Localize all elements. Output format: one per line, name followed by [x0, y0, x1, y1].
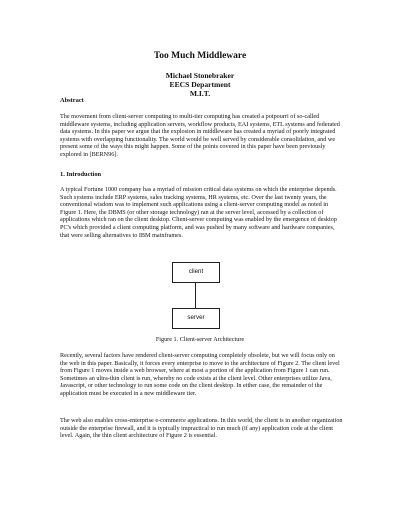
server-box: server [172, 308, 220, 329]
intro-paragraph-3: The web also enables cross-enterprise e-commerce applications. In this world, the client is in another organization outside the enterprise firewall, and it is typically impractical to run much (if any) application code at the client level. Again, the thin client architecture of Figure 2 is essential. [60, 417, 343, 440]
author-department: EECS Department [169, 80, 231, 89]
author-name: Michael Stonebraker [165, 71, 235, 80]
paper-title: Too Much Middleware [153, 51, 247, 61]
client-box: client [172, 262, 220, 283]
figure-1-caption: Figure 1. Client-server Architecture [155, 336, 245, 343]
abstract-heading: Abstract [60, 97, 84, 104]
section-1-heading: 1. Introduction [60, 171, 102, 178]
intro-paragraph-2: Recently, several factors have rendered client-server computing completely obsolete, but we will focus only on the web in this paper. Basically, it forces every enterprise to move to the architecture of Figure 2. The client level from Figure 1 moves inside a web browser, where at most a portion of the application from Figure 1 can run. Sometimes an ultra-thin client is run, whereby no code exists at the client level. Other enterprises utilize Java, Javascript, or other technology to run some code on the client desktop. In either case, the remainder of the application must be executed in a new middleware tier. [60, 352, 340, 397]
abstract-text: The movement from client-server computing to multi-tier computing has created a potpourri of so-called middleware systems, including application servers, workflow products, EAI systems, ETL systems and federated data systems. In this paper we argue that the explosion in middleware has created a myriad of poorly integrated systems with overlapping functionality. The world would be well served by considerable consolidation, and we present some of the ways this might happen. Some of the points covered in this paper have been previously explored in [BERN96]. [60, 113, 340, 158]
author-institution: M.I.T. [189, 89, 211, 98]
client-server-connector [195, 282, 196, 308]
intro-paragraph-1: A typical Fortune 1000 company has a myriad of mission critical data systems on which the enterprise depends. Such systems include ERP systems, sales tracking systems, HR systems, etc. Over the last twenty years, the conventional wisdom was to implement such applications using a client-server computing model as noted in Figure 1. Here, the DBMS (or other storage technology) ran at the server level, accessed by a collection of applications which ran on the client desktop. Client-server computing was enabled by the emergence of desktop PC's which provided a client computing platform, and was pushed by many software and hardware companies, that were selling alternatives to IBM mainframes. [60, 186, 337, 239]
